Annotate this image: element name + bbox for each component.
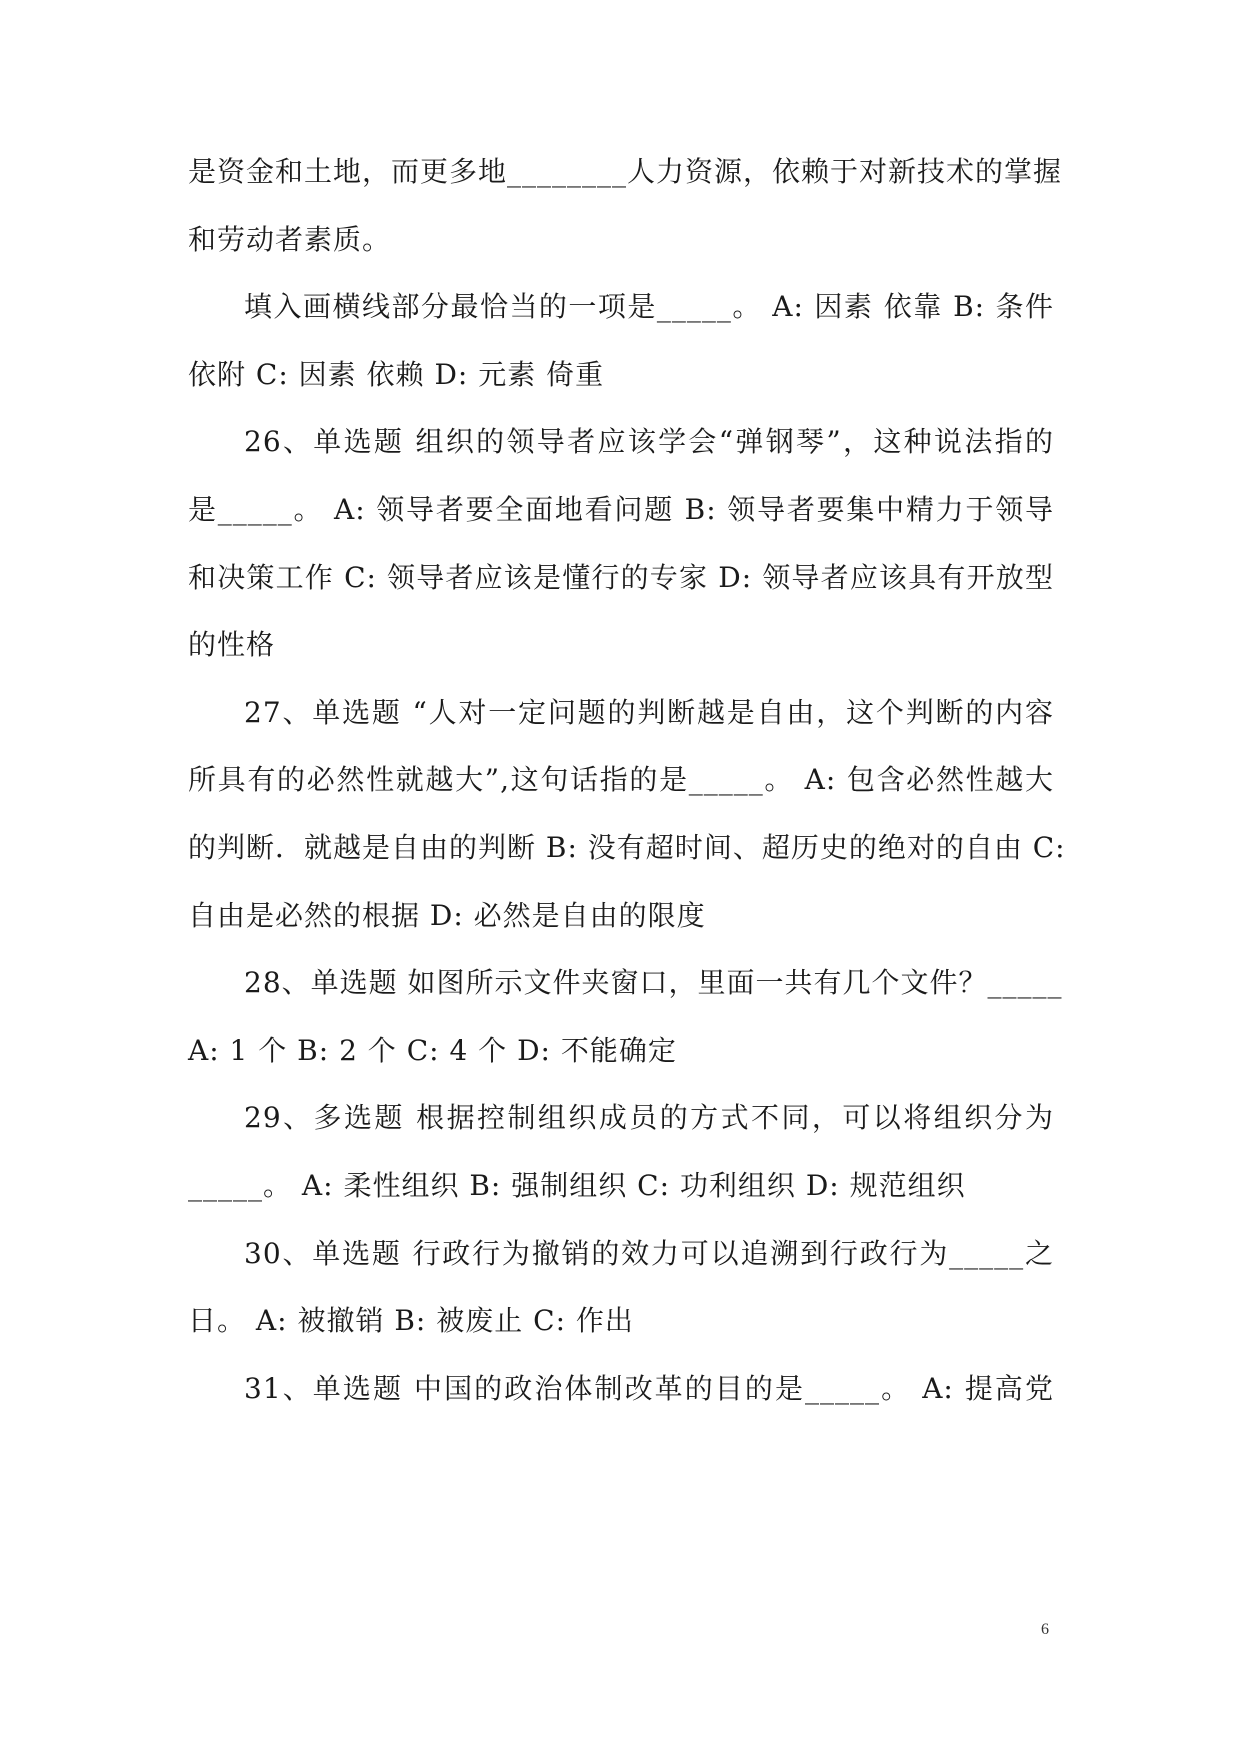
text-line: 29、多选题 根据控制组织成员的方式不同，可以将组织分为 — [244, 1101, 1054, 1135]
text-line: 所具有的必然性就越大”,这句话指的是_____。 A: 包含必然性越大 — [188, 763, 1054, 797]
text-line: 26、单选题 组织的领导者应该学会“弹钢琴”，这种说法指的 — [244, 425, 1054, 459]
text-line: 是_____。 A: 领导者要全面地看问题 B: 领导者要集中精力于领导 — [188, 492, 1054, 526]
text-line: 依附 C: 因素 依赖 D: 元素 倚重 — [188, 357, 605, 391]
text-line: 31、单选题 中国的政治体制改革的目的是_____。 A: 提高党 — [244, 1371, 1054, 1405]
text-line: 自由是必然的根据 D: 必然是自由的限度 — [188, 898, 706, 932]
text-line: 30、单选题 行政行为撤销的效力可以追溯到行政行为_____之 — [244, 1236, 1054, 1270]
text-line: 的判断．就越是自由的判断 B: 没有超时间、超历史的绝对的自由 C: — [188, 830, 1066, 864]
text-line: 填入画横线部分最恰当的一项是_____。 A: 因素 依靠 B: 条件 — [244, 290, 1054, 324]
text-line: 28、单选题 如图所示文件夹窗口，里面一共有几个文件？_____ — [244, 966, 1063, 1000]
document-page — [188, 138, 1066, 1422]
text-line: 27、单选题 “人对一定问题的判断越是自由，这个判断的内容 — [244, 695, 1054, 729]
text-line: 和劳动者素质。 — [188, 222, 392, 256]
text-line: A: 1 个 B: 2 个 C: 4 个 D: 不能确定 — [188, 1033, 677, 1067]
text-line: 日。 A: 被撤销 B: 被废止 C: 作出 — [188, 1304, 634, 1338]
page-number: 6 — [1041, 1621, 1049, 1638]
text-line: 的性格 — [188, 628, 276, 662]
text-line: 和决策工作 C: 领导者应该是懂行的专家 D: 领导者应该具有开放型 — [188, 560, 1054, 594]
text-line: _____。 A: 柔性组织 B: 强制组织 C: 功利组织 D: 规范组织 — [188, 1168, 966, 1202]
text-line: 是资金和土地，而更多地________人力资源，依赖于对新技术的掌握 — [188, 155, 1063, 188]
